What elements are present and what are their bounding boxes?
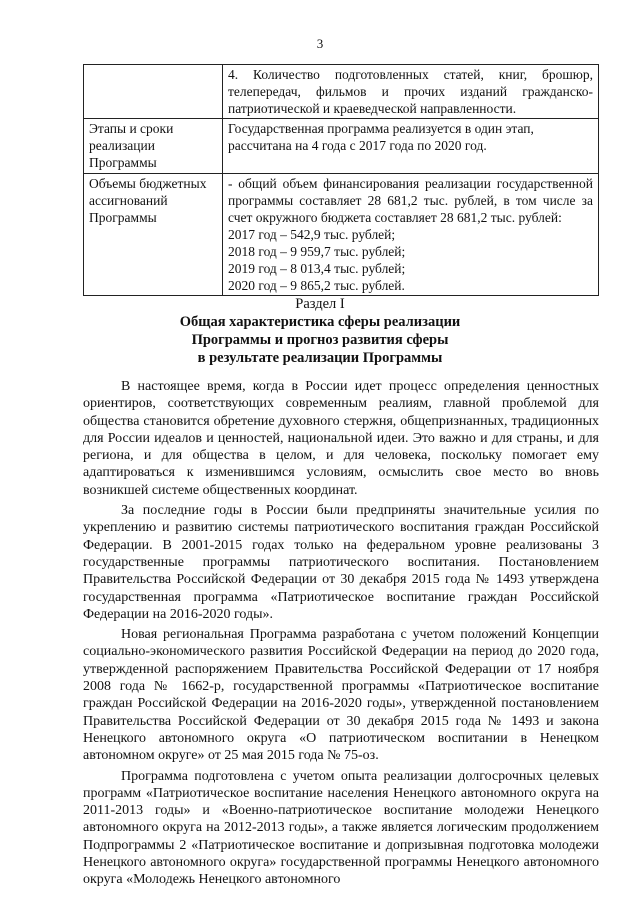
row-value [223, 119, 599, 174]
row-value [223, 174, 599, 296]
table-row [84, 65, 599, 119]
section-number: Раздел I [295, 296, 345, 312]
value-line: 2017 год – 542,9 тыс. рублей; [228, 227, 396, 242]
section-body [83, 378, 599, 892]
value-line: телепередач, фильмов и прочих изданий гражданско- [228, 84, 593, 99]
section-title-line: в результате реализации Программы [197, 350, 443, 366]
paragraph: Программа подготовлена с учетом опыта реализации долгосрочных целевых программ «Патриотическое воспитание населения Ненецкого автономного округа на 2011-2013 годы» и «Военно-патриотическое воспитание молодежи Ненецкого автономного округа на 2012-2013 годы», а также является логическим продолжением Подпрограммы 2 «Патриотическое воспитание и допризывная подготовка молодежи Ненецкого автономного округа» государственной программы Ненецкого автономного округа «Молодежь Ненецкого автономного [83, 768, 599, 888]
value-line: патриотической и краеведческой направленности. [228, 101, 517, 116]
value-line: 2019 год – 8 013,4 тыс. рублей; [228, 261, 406, 276]
paragraph: Новая региональная Программа разработана с учетом положений Концепции социально-экономического развития Российской Федерации на период до 2020 года, утвержденной распоряжением Правительства Российской Федерации от 17 ноября 2008 года № 1662-р, государственной программы «Патриотическое воспитание граждан Российской Федерации на 2016-2020 годы», утвержденной постановлением Правительства Российской Федерации от 30 декабря 2015 года № 1493 и закона Ненецкого автономного округа «О патриотическом воспитании в Ненецком автономном округе» от 25 мая 2015 года № 75-оз. [83, 627, 599, 764]
table-row [84, 174, 599, 296]
paragraph: За последние годы в России были предприняты значительные усилия по укреплению и развитию системы патриотического воспитания граждан Российской Федерации. В 2001-2015 годах только на федеральном уровне реализованы 3 государственные программы патриотического воспитания. Постановлением Правительства Российской Федерации от 30 декабря 2015 года № 1493 утверждена государственная программа «Патриотическое воспитание граждан Российской Федерации на 2016-2020 годы». [83, 503, 599, 622]
section-title-line: Программы и прогноз развития сферы [191, 332, 449, 348]
value-line: 4. Количество подготовленных статей, книг, брошюр, [228, 67, 593, 82]
row-label: Этапы и сроки реализации Программы [84, 119, 223, 174]
section-title-line: Общая характеристика сферы реализации [179, 314, 461, 330]
program-passport-table [83, 64, 599, 296]
row-label: Объемы бюджетных ассигнований Программы [84, 174, 223, 296]
table-row [84, 119, 599, 174]
value-line: - общий объем финансирования реализации государственной программы составляет 28 681,2 тыс. рублей, в том числе за счет окружного бюджета составляет 28 681,2 тыс. рублей: [228, 176, 593, 225]
value-line: 2020 год – 9 865,2 тыс. рублей. [228, 278, 405, 293]
section-heading [0, 295, 640, 367]
paragraph: В настоящее время, когда в России идет процесс определения ценностных ориентиров, соответствующих современным реалиям, главной проблемой для общества становится обретение духовного стержня, общепризнанных, традиционных для России идеалов и ценностей, национальной идеи. Это важно и для страны, и для региона, и для общества в целом, и для человека, поскольку помогает ему адаптироваться к изменившимся условиям, осмыслить свое место во вновь возникшей системе общественных координат. [83, 379, 599, 498]
value-line: рассчитана на 4 года с 2017 года по 2020 год. [228, 138, 487, 153]
value-line: Государственная программа реализуется в один этап, [228, 121, 534, 136]
row-label [84, 65, 223, 119]
page-number: 3 [316, 36, 324, 51]
value-line: 2018 год – 9 959,7 тыс. рублей; [228, 244, 406, 259]
row-value [223, 65, 599, 119]
